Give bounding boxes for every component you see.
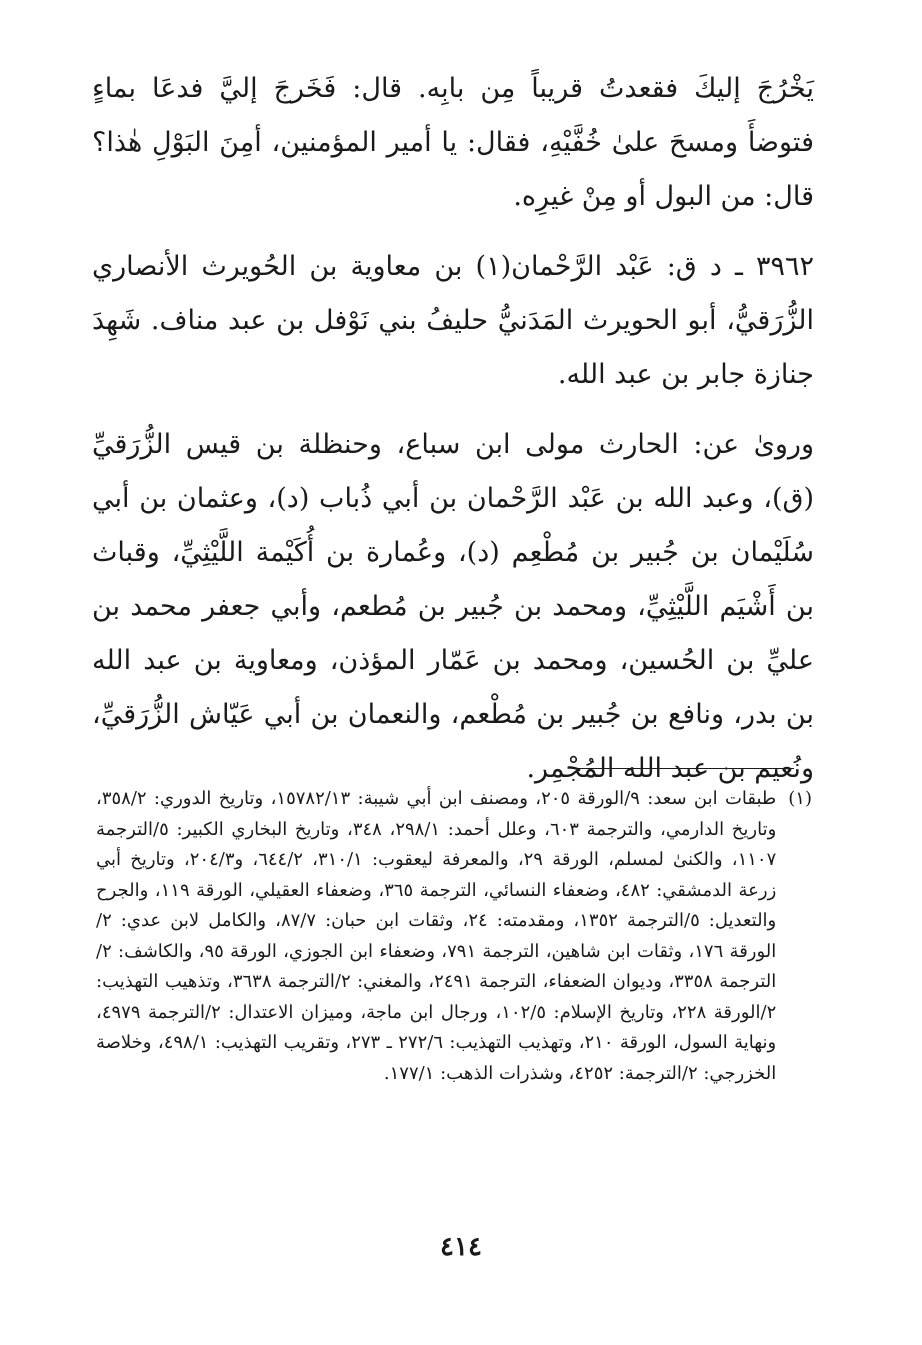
footnote-marker: (١)	[788, 788, 812, 809]
page-number: ٤١٤	[440, 1232, 482, 1262]
paragraph-entry-3962: ٣٩٦٢ ـ د ق: عَبْد الرَّحْمان(١) بن معاوية بن الحُويرث الأنصاري الزُّرَقيُّ، أبو الحويرث المَدَنيُّ حليفُ بني نَوْفل بن عبد مناف. شَهِدَ جنازة جابر بن عبد الله.	[92, 251, 814, 390]
paragraph-continuation: يَخْرُجَ إليكَ فقعدتُ قريباً مِن بابِه. قال: فَخَرجَ إليَّ فدعَا بماءٍ فتوضأَ ومسحَ علىٰ خُفَّيْهِ، فقال: يا أمير المؤمنين، أمِنَ البَوْلِ هٰذا؟ قال: من البول أو مِنْ غيرِه.	[92, 73, 814, 212]
paragraph-narrated-from: ورویٰ عن: الحارث مولى ابن سباع، وحنظلة بن قيس الزُّرَقيِّ (ق)، وعبد الله بن عَبْد الرَّحْمان بن أبي ذُباب (د)، وعثمان بن أبي سُلَيْمان بن جُبير بن مُطْعِم (د)، وعُمارة بن أُكَيْمة اللَّيْثِيِّ، وقباث بن أَشْيَم اللَّيْثِيِّ، ومحمد بن جُبير بن مُطعم، وأبي جعفر محمد بن عليِّ بن الحُسين، ومحمد بن عَمّار المؤذن، ومعاوية بن عبد الله بن بدر، ونافع بن جُبير بن مُطْعم، والنعمان بن أبي عَيّاش الزُّرَقيِّ، ونُعيم بن عبد الله المُجْمِر.	[92, 429, 814, 784]
footnote-1	[96, 784, 812, 1089]
footnote-separator	[578, 768, 794, 769]
footnote-text: طبقات ابن سعد: ٩/الورقة ٢٠٥، ومصنف ابن أبي شيبة: ١٥٧٨٢/١٣، وتاريخ الدوري: ٣٥٨/٢، وتاريخ الدارمي، والترجمة ٦٠٣، وعلل أحمد: ٢٩٨/١، ٣٤٨، وتاريخ البخاري الكبير: ٥/الترجمة ١١٠٧، والكنیٰ لمسلم، الورقة ٢٩، والمعرفة ليعقوب: ٣١٠/١، ٦٤٤/٢، و٢٠٤/٣، وتاريخ أبي زرعة الدمشقي: ٤٨٢، وضعفاء النسائي، الترجمة ٣٦٥، وضعفاء العقيلي، الورقة ١١٩، والجرح والتعديل: ٥/الترجمة ١٣٥٢، ومقدمته: ٢٤، وثقات ابن حبان: ٨٧/٧، والكامل لابن عدي: ٢/الورقة ١٧٦، وثقات ابن شاهين، الترجمة ٧٩١، وضعفاء ابن الجوزي، الورقة ٩٥، والكاشف: ٢/الترجمة ٣٣٥٨، وديوان الضعفاء، الترجمة ٢٤٩١، والمغني: ٢/الترجمة ٣٦٣٨، وتذهيب التهذيب: ٢/الورقة ٢٢٨، وتاريخ الإسلام: ١٠٢/٥، ورجال ابن ماجة، وميزان الاعتدال: ٢/الترجمة ٤٩٧٩، ونهاية السول، الورقة ٢١٠، وتهذيب التهذيب: ٢٧٢/٦ ـ ٢٧٣، وتقريب التهذيب: ٤٩٨/١، وخلاصة الخزرجي: ٢/الترجمة: ٤٢٥٢، وشذرات الذهب: ١٧٧/١.	[96, 788, 777, 1084]
main-text	[92, 62, 814, 796]
footnotes	[96, 784, 812, 1089]
